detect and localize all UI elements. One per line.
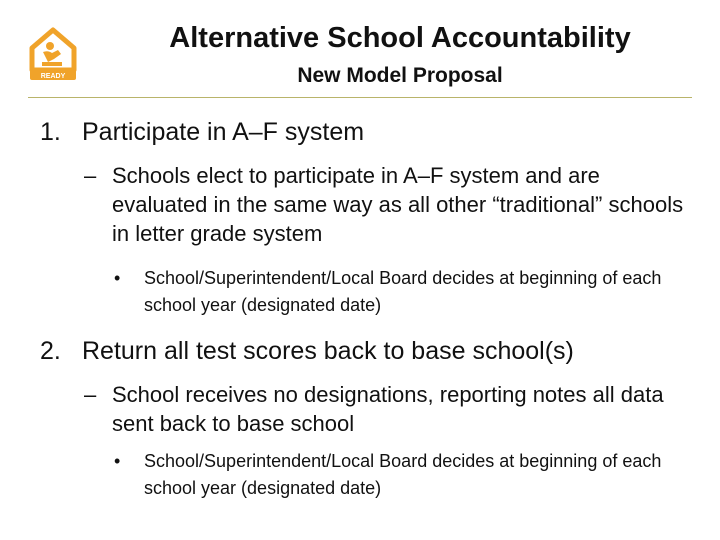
page-title: Alternative School Accountability: [169, 22, 631, 54]
bullet-item-text: School/Superintendent/Local Board decides at beginning of each school year (designated date): [144, 451, 662, 498]
sub-item-2: [84, 380, 694, 438]
bullet-item-2: [114, 448, 674, 502]
sub-item-1: [84, 161, 694, 248]
bullet-marker: •: [114, 451, 121, 471]
list-item-1: [40, 116, 364, 148]
logo-text: READY: [40, 73, 66, 80]
ready-logo-icon: [28, 26, 78, 82]
title-divider: [28, 97, 692, 98]
dash-marker: –: [84, 163, 97, 188]
sub-item-text: School receives no designations, reporting notes all data sent back to base school: [112, 382, 664, 436]
list-item-2: [40, 335, 574, 367]
list-item-text: Participate in A–F system: [82, 118, 365, 146]
sub-item-text: Schools elect to participate in A–F system and are evaluated in the same way as all other “traditional” schools in letter grade system: [112, 163, 684, 246]
list-item-number: 2.: [40, 337, 61, 365]
bullet-marker: •: [114, 268, 121, 288]
bullet-item-text: School/Superintendent/Local Board decides at beginning of each school year (designated date): [144, 268, 662, 315]
list-item-number: 1.: [40, 118, 61, 146]
page-subtitle: New Model Proposal: [297, 64, 503, 87]
list-item-text: Return all test scores back to base school(s): [82, 337, 574, 365]
dash-marker: –: [84, 382, 97, 407]
bullet-item-1: [114, 265, 674, 319]
